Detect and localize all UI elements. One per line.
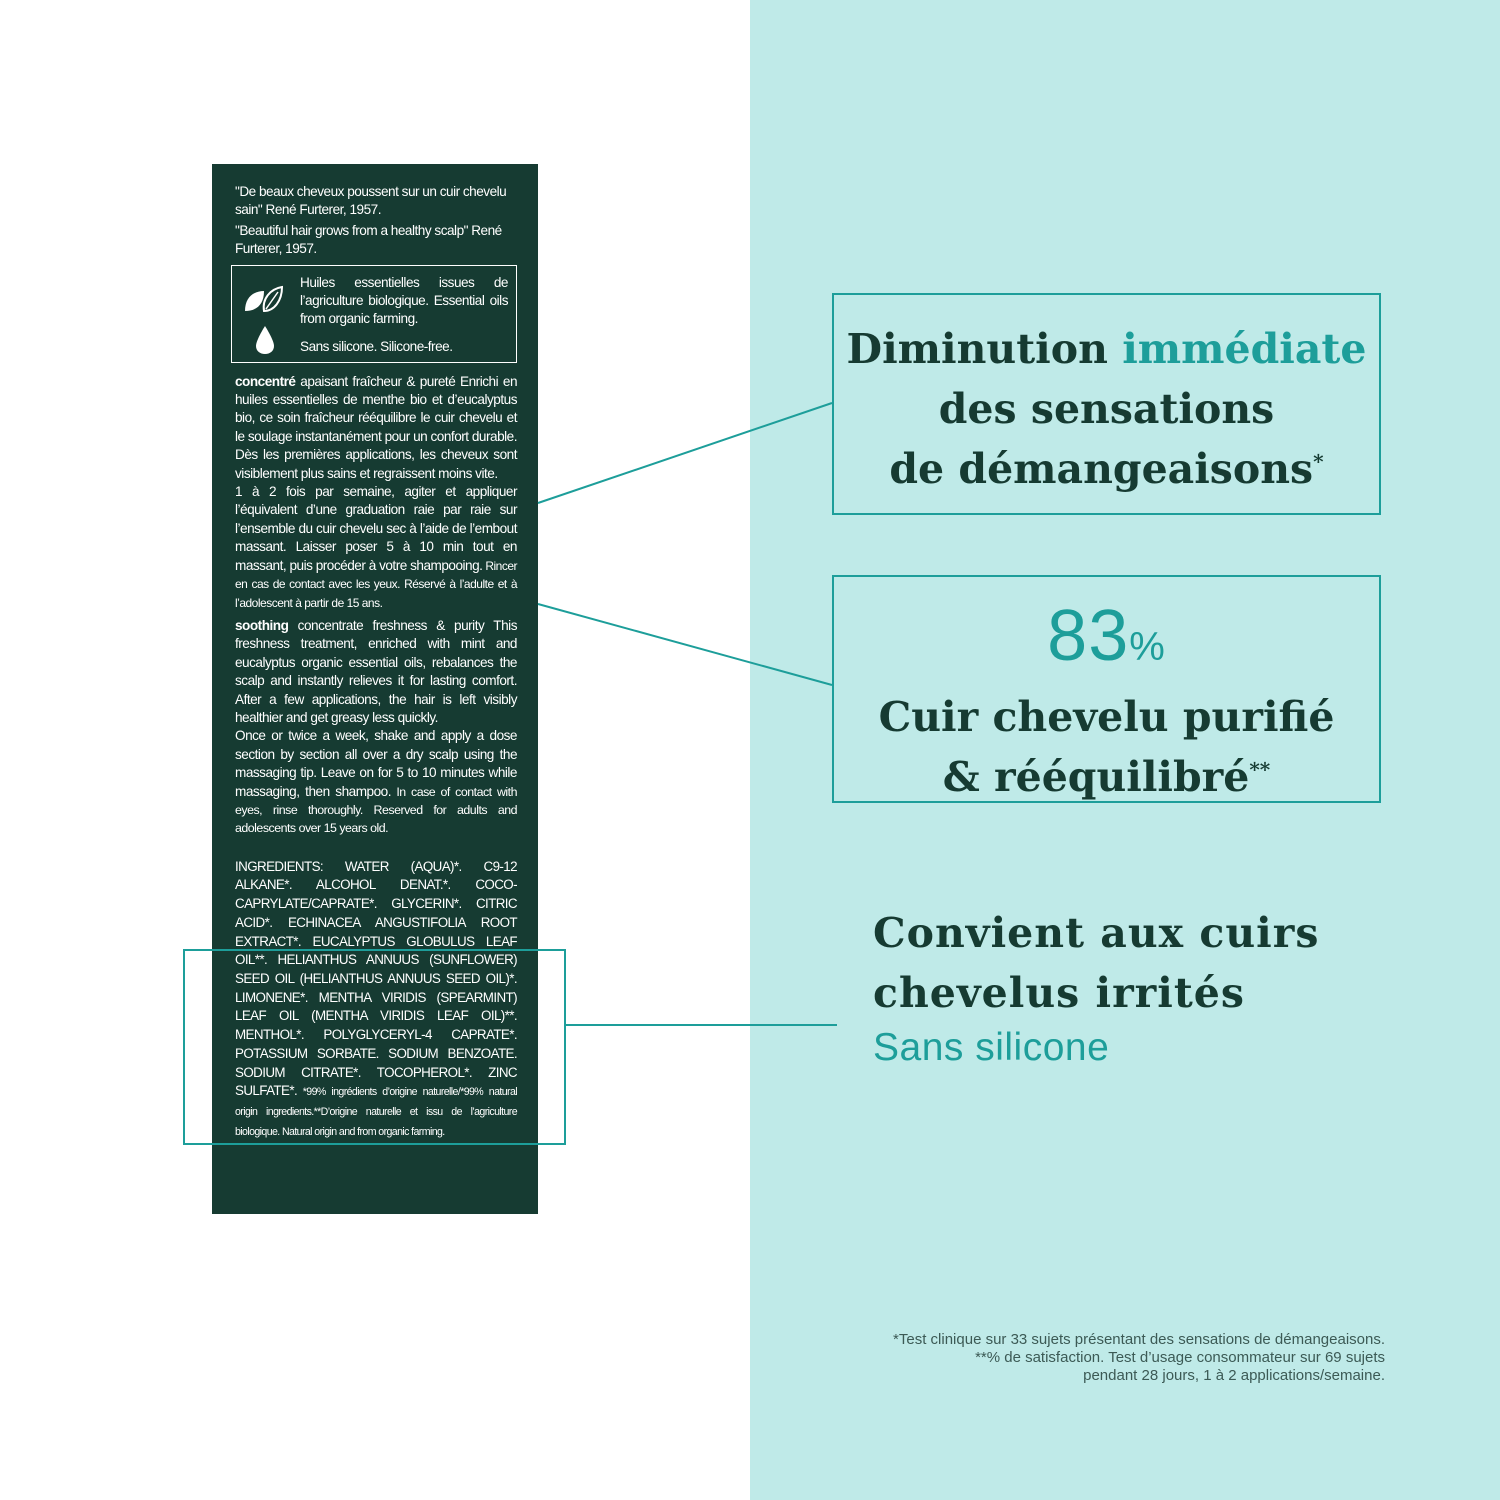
claim1-word: Diminution bbox=[846, 325, 1123, 373]
claim1-accent: immédiate bbox=[1122, 325, 1367, 373]
claim-purified bbox=[832, 575, 1381, 803]
fr-usage: 1 à 2 fois par semaine, agiter et appliquer l’équivalent d’une graduation raie par raie sur l’ensemble du cuir chevelu sec à l’aide de l’embout massant. Laisser poser 5 à 10 min tout en massant, puis procéder à votre shampooing. Rincer en cas de contact avec les yeux. Réservé à l’adulte et à l’adolescent à partir de 15 ans. bbox=[235, 484, 518, 610]
stat-value: 83% bbox=[1047, 596, 1166, 676]
organic-text: Huiles essentielles issues de l’agriculture biologique. Essential oils from organic farming. bbox=[300, 274, 508, 327]
claim1-line2: des sensations bbox=[938, 385, 1275, 433]
english-description bbox=[235, 617, 517, 838]
ingredients-note: *99% ingrédients d’origine naturelle/*99% natural origin ingredients.**D’origine naturelle et issu de l’agriculture biologique. Natural origin and from organic farming. bbox=[235, 1086, 517, 1138]
ingredients-highlight bbox=[183, 949, 566, 1145]
footnote-3: pendant 28 jours, 1 à 2 applications/semaine. bbox=[1083, 1367, 1385, 1384]
claim1-footnote-mark: * bbox=[1313, 449, 1324, 474]
leaf-icon bbox=[242, 283, 284, 315]
french-description bbox=[235, 373, 517, 612]
label-quotes bbox=[235, 183, 517, 259]
organic-box bbox=[231, 265, 517, 363]
claim2-line1: Cuir chevelu purifié bbox=[878, 693, 1335, 741]
footnotes bbox=[893, 1331, 1385, 1385]
fr-title: concentré bbox=[235, 373, 296, 389]
silicone-free-text: Sans silicone. Silicone-free. bbox=[300, 338, 453, 354]
claim3-line2: chevelus irrités bbox=[873, 969, 1245, 1017]
fr-body: apaisant fraîcheur & pureté Enrichi en huiles essentielles de menthe bio et d’eucalyptus bio, ce soin fraîcheur rééquilibre le cuir chevelu et le soulage instantanément pour un confort durable. Dès les premières applications, les cheveux sont visiblement plus sains et regraissent moins vite. bbox=[235, 373, 517, 481]
claim2-line2: & rééquilibré bbox=[942, 753, 1250, 801]
claim3-line1: Convient aux cuirs bbox=[873, 909, 1320, 957]
claim-itching bbox=[832, 293, 1381, 515]
quote-fr: "De beaux cheveux poussent sur un cuir chevelu sain" René Furterer, 1957. bbox=[235, 184, 507, 218]
claim-irritated bbox=[873, 903, 1433, 1073]
quote-en: "Beautiful hair grows from a healthy scalp" René Furterer, 1957. bbox=[235, 222, 502, 257]
claim2-footnote-mark: ** bbox=[1249, 757, 1271, 782]
claim1-line3: de démangeaisons bbox=[889, 445, 1314, 493]
en-usage: Once or twice a week, shake and apply a dose section by section all over a dry scalp using the massaging tip. Leave on for 5 to 10 minutes while massaging, then shampoo. In case of contact with eyes, rinse thoroughly. Reserved for adults and adolescents over 15 years old. bbox=[235, 728, 517, 836]
footnote-1: *Test clinique sur 33 sujets présentant des sensations de démangeaisons. bbox=[893, 1331, 1385, 1348]
ingredients-text: INGREDIENTS: WATER (AQUA)*. C9-12 ALKANE*. ALCOHOL DENAT.*. COCO-CAPRYLATE/CAPRATE*. GLYCERIN*. CITRIC ACID*. ECHINACEA ANGUSTIFOLIA ROOT EXTRACT*. EUCALYPTUS GLOBULUS LEAF OIL**. HELIANTHUS ANNUUS (SUNFLOWER) SEED OIL (HELIANTHUS ANNUUS SEED OIL)*. LIMONENE*. MENTHA VIRIDIS (SPEARMINT) LEAF OIL (MENTHA VIRIDIS LEAF OIL)**. MENTHOL*. POLYGLYCERYL-4 CAPRATE*. POTASSIUM SORBATE. SODIUM BENZOATE. SODIUM CITRATE*. TOCOPHEROL*. ZINC SULFATE*. bbox=[235, 858, 517, 1099]
en-title: soothing bbox=[235, 617, 289, 633]
claim3-subtitle: Sans silicone bbox=[873, 1026, 1110, 1069]
en-body: concentrate freshness & purity This freshness treatment, enriched with mint and eucalyptus organic essential oils, rebalances the scalp and instantly relieves it for lasting comfort. After a few applications, the hair is left visibly healthier and get greasy less quickly. bbox=[235, 617, 517, 725]
footnote-2: **% de satisfaction. Test d’usage consommateur sur 69 sujets bbox=[975, 1349, 1385, 1366]
drop-icon bbox=[254, 324, 276, 356]
